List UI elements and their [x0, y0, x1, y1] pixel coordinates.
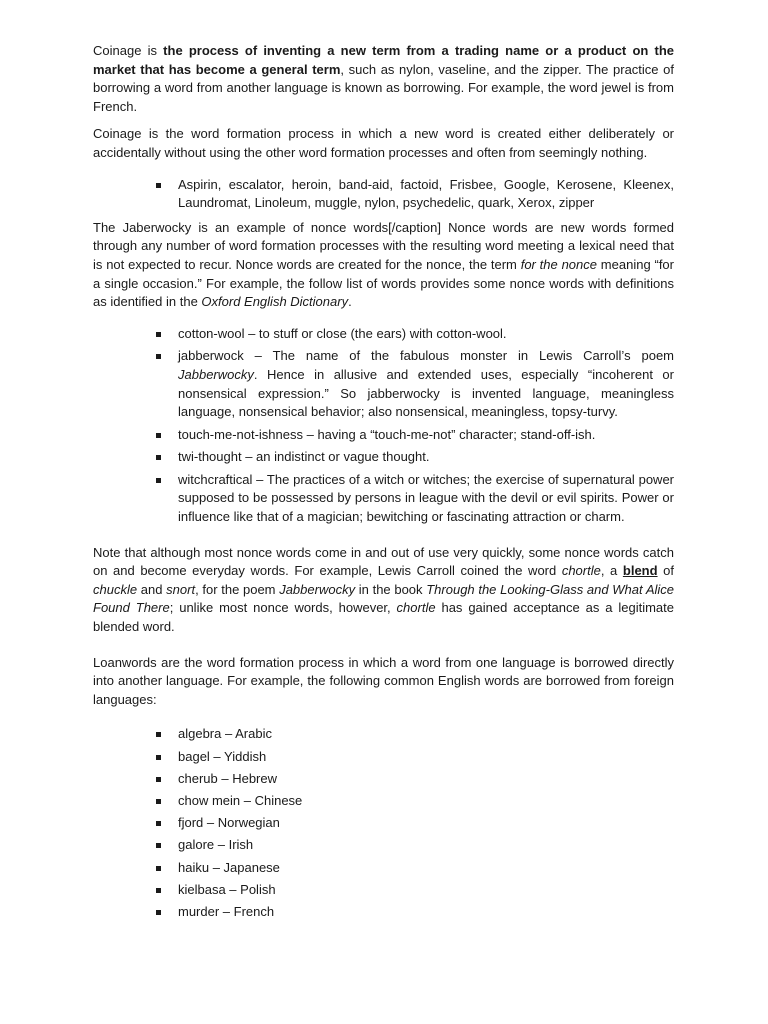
- italic-dictionary: Oxford English Dictionary: [201, 294, 349, 310]
- italic-word: chortle: [561, 563, 601, 579]
- list-item: cotton-wool – to stuff or close (the ears) with cotton-wool.: [178, 325, 674, 344]
- text: has gained acceptance as a legitimate blended word.: [93, 600, 674, 635]
- list-item: cherub – Hebrew: [178, 770, 674, 789]
- list-item: fjord – Norwegian: [178, 814, 674, 833]
- italic-word: chuckle: [93, 581, 138, 597]
- coinage-example-list: [93, 176, 674, 213]
- bold-definition: the process of inventing a new term from a trading name or a product on the market that has become a general term: [93, 43, 674, 77]
- loanword-list: [93, 725, 674, 921]
- text: Coinage is: [93, 43, 164, 58]
- text: The Jaberwocky is an example of nonce words[/caption] Nonce words are new words formed through any number of word formation processes with the resulting word meeting a lexical need that is not expected to recur. Nonce words are created for the nonce, the term: [93, 219, 674, 272]
- list-item: twi-thought – an indistinct or vague thought.: [178, 448, 674, 467]
- text: and: [137, 581, 167, 597]
- list-item: kielbasa – Polish: [178, 881, 674, 900]
- list-item: [178, 347, 674, 421]
- italic-title: Jabberwocky: [178, 366, 254, 382]
- text: , a: [600, 563, 623, 579]
- blend-link[interactable]: blend: [622, 563, 658, 579]
- list-item: haiku – Japanese: [178, 859, 674, 878]
- text: .: [348, 294, 352, 310]
- list-item: bagel – Yiddish: [178, 748, 674, 767]
- list-item: touch-me-not-ishness – having a “touch-me-not” character; stand-off-ish.: [178, 426, 674, 445]
- paragraph-chortle: [93, 544, 674, 637]
- text: meaning “for a single occasion.” For example, the follow list of words provides some nonce words with definitions as identified in the: [93, 256, 674, 310]
- list-item: witchcraftical – The practices of a witch or witches; the exercise of supernatural power supposed to be possessed by persons in league with the devil or evil spirits. Power or influence like that of a magician; bewitching or fascinating attraction or charm.: [178, 471, 674, 527]
- text: of: [657, 563, 674, 579]
- italic-word: chortle: [396, 600, 436, 616]
- italic-term: for the nonce: [520, 256, 597, 272]
- italic-title: Through the Looking-Glass and What Alice Found There: [93, 581, 675, 616]
- nonce-word-list: [93, 325, 674, 527]
- text: . Hence in allusive and extended uses, especially “incoherent or nonsensical expression.” So jabberwocky is invented language, meaningless language, nonsensical behavior; also nonsensical, meaningless, topsy-turvy.: [178, 366, 674, 420]
- list-item: chow mein – Chinese: [178, 792, 674, 811]
- list-item: galore – Irish: [178, 836, 674, 855]
- italic-word: snort: [166, 581, 196, 597]
- list-item: algebra – Arabic: [178, 725, 674, 744]
- paragraph-nonce-words: [93, 219, 674, 312]
- list-item: murder – French: [178, 903, 674, 922]
- italic-title: Jabberwocky: [279, 581, 356, 597]
- paragraph-coinage-definition: Coinage is the word formation process in which a new word is created either deliberately or accidentally without using the other word formation processes and often from seemingly nothing.: [93, 126, 674, 160]
- paragraph-coinage-intro: [93, 42, 674, 116]
- text: , such as nylon, vaseline, and the zipper. The practice of borrowing a word from another language is known as borrowing. For example, the word jewel is from French.: [93, 61, 674, 114]
- text: Note that although most nonce words come in and out of use very quickly, some nonce words catch on and become everyday words. For example, Lewis Carroll coined the word: [93, 544, 674, 579]
- list-item: Aspirin, escalator, heroin, band-aid, factoid, Frisbee, Google, Kerosene, Kleenex, Laundromat, Linoleum, muggle, nylon, psychedelic, quark, Xerox, zipper: [178, 176, 674, 213]
- text: in the book: [355, 581, 427, 597]
- text: jabberwock – The name of the fabulous monster in Lewis Carroll’s poem: [178, 348, 674, 364]
- paragraph-loanwords: Loanwords are the word formation process in which a word from one language is borrowed directly into another language. For example, the following common English words are borrowed from foreign languages:: [93, 654, 674, 707]
- text: ; unlike most nonce words, however,: [169, 600, 397, 616]
- text: , for the poem: [195, 581, 280, 597]
